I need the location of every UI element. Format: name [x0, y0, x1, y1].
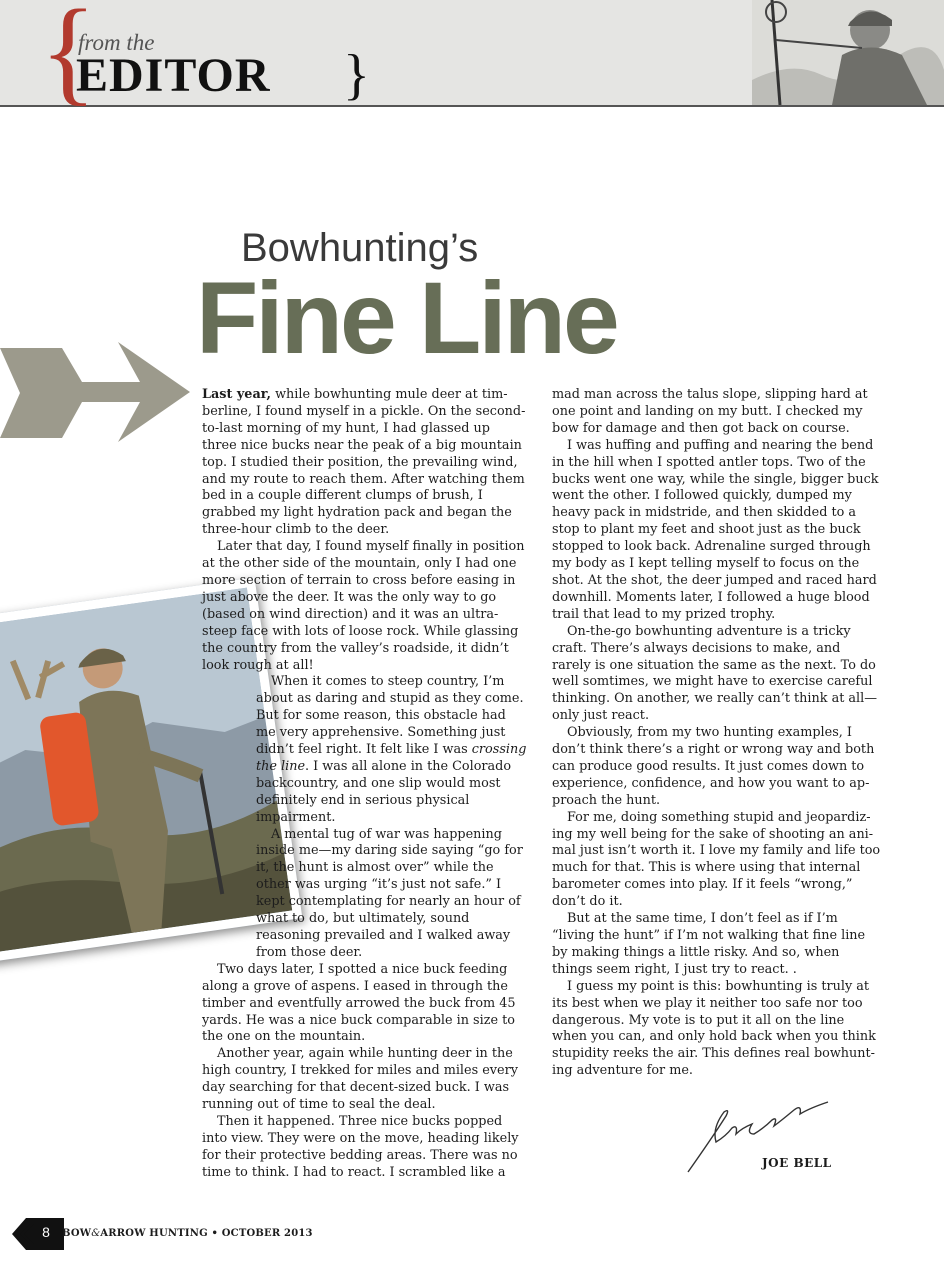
paragraph-text: while bowhunting mule deer at timberline, I found myself in a pickle. On the second-to-last morning of my hunt, I had glassed up three nice bucks near the peak of a big mountain top. I studied their position, the prevailing wind, and my route to reach them. After watching them bed in a couple different clumps of brush, I grabbed my light hydration pack and began the three-hour climb to the deer. — [202, 387, 526, 538]
italic-phrase: crossing the line — [256, 742, 527, 774]
paragraph: Later that day, I found myself finally in position at the other side of the mountain, only I had one more section of terrain to cross before easing in just above the deer. It was the only way to go (based on wind direction) and it was an ultra-steep face with lots of loose rock. While glassing the country from the valley’s roadside, it didn’t look rough at all! — [202, 539, 525, 673]
paragraph: I was huffing and puffing and nearing the bend in the hill when I spotted antler tops. Two of the bucks went one way, while the single, bigger buck went the other. I followed quickly, dumped my heavy pack in midstride, and then skidded to a stop to plant my feet and shoot just as the buck stopped to look back. Adrenaline surged through my body as I kept telling myself to focus on the shot. At the shot, the deer jumped and raced hard downhill. Moments later, I followed a huge blood trail that lead to my prized trophy. — [552, 437, 879, 622]
arrow-graphic — [0, 342, 190, 442]
editor-header — [0, 0, 944, 116]
paragraph — [202, 387, 528, 539]
magazine-footer — [62, 1228, 313, 1239]
article-column-2 — [552, 387, 882, 1080]
title-line-2: Fine Line — [196, 261, 617, 375]
paragraph: I guess my point is this: bowhunting is truly at its best when we play it neither too safe nor too dangerous. My vote is to put it all on the line when you can, and only hold back when you think stupidity reeks the air. This defines real bowhunting adventure for me. — [552, 978, 876, 1079]
paragraph: On-the-go bowhunting adventure is a tricky craft. There’s always decisions to make, and rarely is one situation the same as the next. To do well somtimes, we might have to exercise careful thinking. On another, we really can’t think at all—only just react. — [552, 623, 878, 724]
from-the-label: from the — [78, 30, 155, 55]
archer-photo — [752, 0, 944, 105]
open-brace: { — [40, 0, 97, 116]
author-name: JOE BELL — [762, 1156, 832, 1170]
page-number: 8 — [42, 1224, 50, 1240]
paragraph: But at the same time, I don’t feel as if I’m “living the hunt” if I’m not walking that fine line by making things a little risky. And so, when things seem right, I just try to react. . — [552, 911, 866, 977]
paragraph-text: . I was all alone in the Colorado backcountry, and one slip would most definitely end in serious physical impairment. — [256, 758, 512, 825]
ampersand: & — [91, 1228, 101, 1239]
editor-label: EDITOR — [76, 49, 271, 102]
paragraph: Two days later, I spotted a nice buck feeding along a grove of aspens. I eased in through the timber and eventfully arrowed the buck from 45 yards. He was a nice buck comparable in size to the one on the mountain. — [202, 961, 516, 1045]
close-brace: } — [343, 44, 370, 106]
paragraph: Then it happened. Three nice bucks popped into view. They were on the move, heading likely for their protective bedding areas. There was no time to think. I had to react. I scrambled like a — [202, 1113, 519, 1180]
paragraph: For me, doing something stupid and jeopardizing my well being for the sake of shooting an animal just isn’t worth it. I love my family and life too much for that. This is where using that internal barometer comes into play. If it feels “wrong,” don’t do it. — [552, 809, 881, 910]
magazine-issue: ARROW HUNTING • OCTOBER 2013 — [100, 1228, 313, 1239]
lead-in: Last year, — [202, 387, 271, 402]
article-column-1 — [202, 387, 528, 1182]
magazine-name-bow: BOW — [62, 1228, 92, 1239]
paragraph: mad man across the talus slope, slipping hard at one point and landing on my butt. I checked my bow for damage and then got back on course. — [552, 387, 868, 436]
paragraph — [202, 674, 528, 826]
paragraph: Another year, again while hunting deer in the high country, I trekked for miles and miles every day searching for that decent-sized buck. I was running out of time to seal the deal. — [202, 1046, 518, 1113]
paragraph-text: When it comes to steep country, I’m about as daring and stupid as they come. But for some reason, this obstacle had me very apprehensive. Something just didn’t feel right. It felt like I was — [256, 674, 524, 758]
paragraph: A mental tug of war was happening inside me—my daring side saying “go for it, the hunt is almost over” while the other was urging “it’s just not safe.” I kept contemplating for nearly an hour of what to do, but ultimately, sound reasoning prevailed and I walked away from those deer. — [256, 826, 523, 960]
title-line-1: Bowhunting’s — [241, 226, 479, 270]
paragraph: Obviously, from my two hunting examples, I don’t think there’s a right or wrong way and both can produce good results. It just comes down to experience, confidence, and how you want to approach the hunt. — [552, 725, 875, 808]
